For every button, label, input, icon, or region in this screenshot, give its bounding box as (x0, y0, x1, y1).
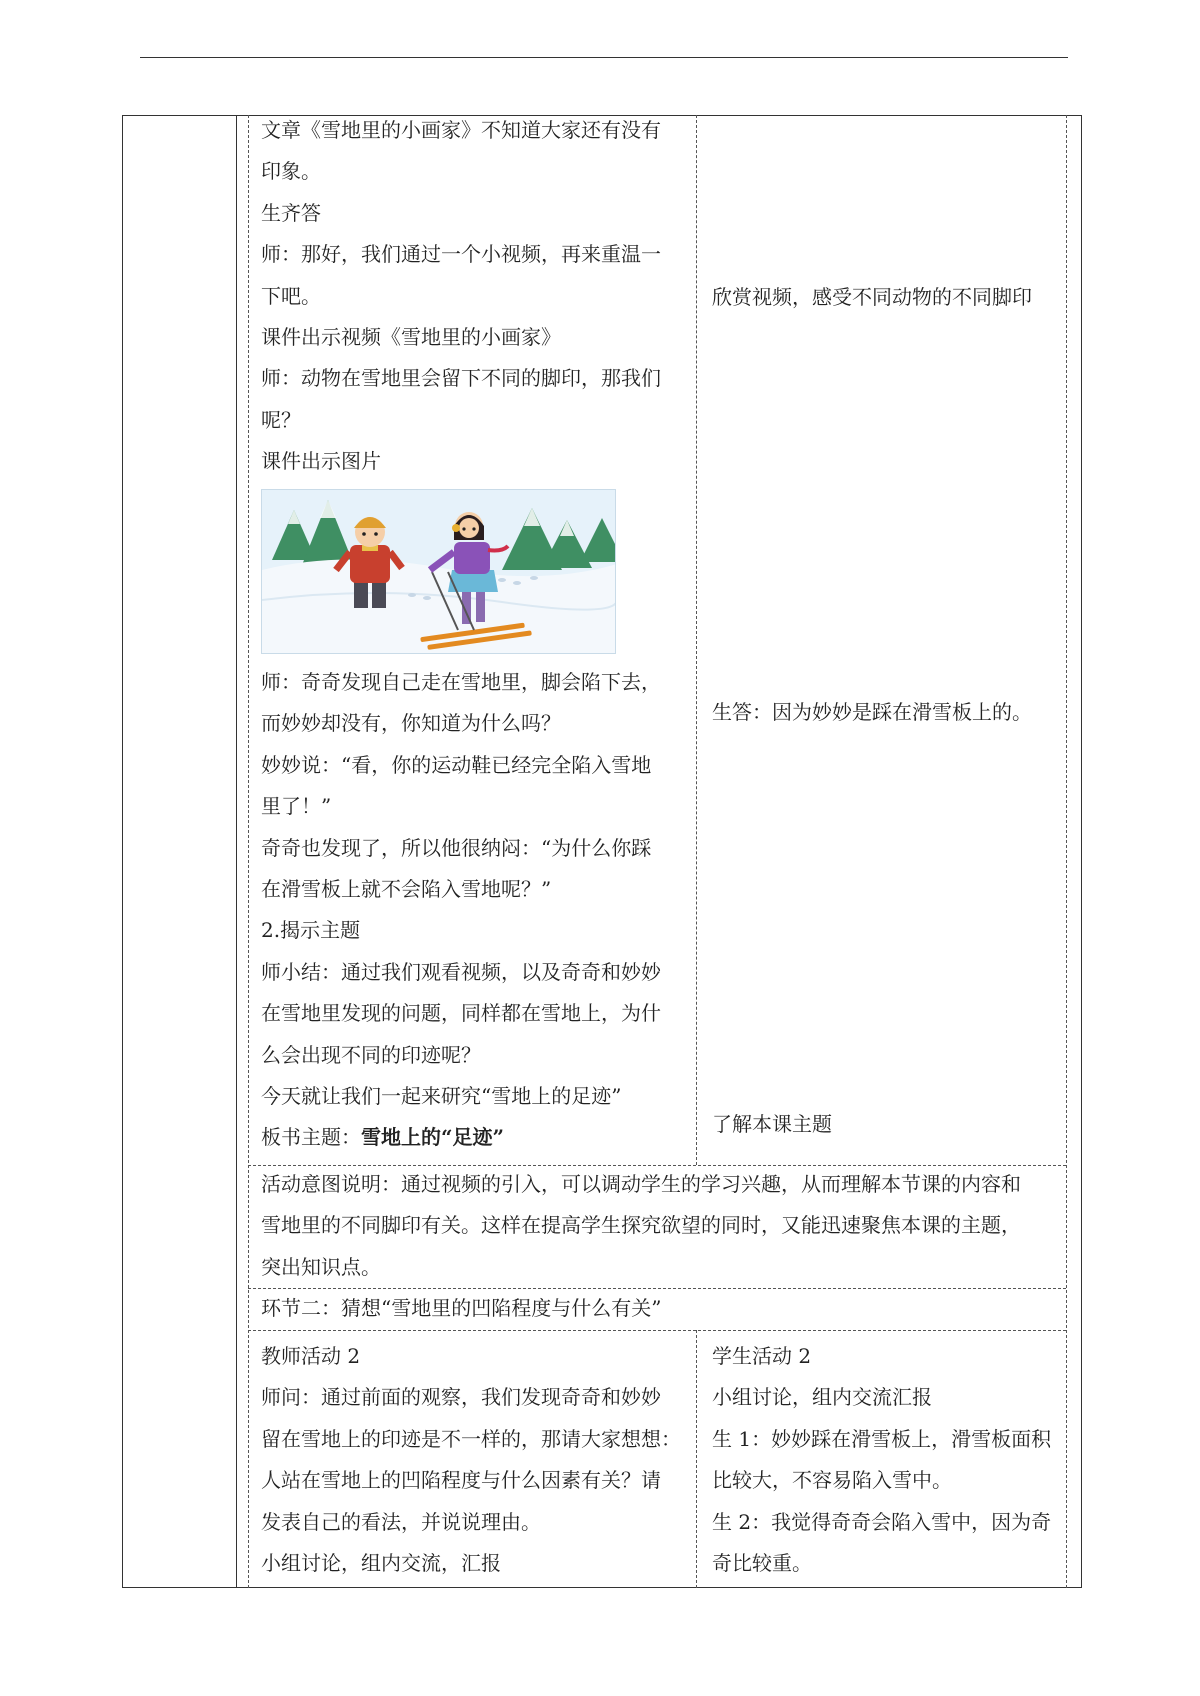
line: 人站在雪地上的凹陷程度与什么因素有关？请 (261, 1468, 661, 1493)
mid-dashed-bottom (696, 1330, 697, 1588)
line: 发表自己的看法，并说说理由。 (261, 1509, 541, 1534)
line: 在滑雪板上就不会陷入雪地呢？” (261, 877, 552, 902)
line: 下吧。 (261, 283, 321, 308)
line: 印象。 (261, 159, 321, 184)
student-understand-topic: 了解本课主题 (712, 1112, 832, 1136)
line: 奇比较重。 (712, 1551, 812, 1576)
line: 师：动物在雪地里会留下不同的脚印，那我们 (261, 366, 661, 391)
board-prefix: 板书主题： (261, 1125, 361, 1150)
line: 比较大，不容易陷入雪中。 (712, 1468, 952, 1493)
line: 教师活动 2 (261, 1344, 361, 1368)
student-watch-video: 欣赏视频，感受不同动物的不同脚印 (712, 285, 1032, 309)
line: 师：那好，我们通过一个小视频，再来重温一 (261, 242, 661, 267)
activity-intent (261, 1164, 1021, 1288)
line: 今天就让我们一起来研究“雪地上的足迹” (261, 1084, 622, 1109)
teacher-activity-text-bottom (261, 662, 661, 1159)
snow-scene-illustration (261, 489, 616, 654)
line: 里了！” (261, 794, 332, 819)
student-activity-2 (712, 1336, 1051, 1584)
mid-dashed-top (696, 115, 697, 1165)
line: 师：奇奇发现自己走在雪地里，脚会陷下去， (261, 670, 661, 694)
line: 呢？ (261, 407, 301, 432)
board-topic: 雪地上的“足迹” (361, 1125, 505, 1150)
board-topic-line (261, 1117, 661, 1158)
line: 小组讨论，组内交流，汇报 (261, 1551, 501, 1576)
teacher-activity-text-top (261, 110, 661, 483)
inner-dashed-right (1066, 115, 1067, 1588)
line: 奇奇也发现了，所以他很纳闷：“为什么你踩 (261, 835, 652, 860)
line: 生 2：我觉得奇奇会陷入雪中，因为奇 (712, 1509, 1052, 1534)
line: 么会出现不同的印迹呢？ (261, 1042, 481, 1067)
student-answer: 生答：因为妙妙是踩在滑雪板上的。 (712, 700, 1032, 724)
line: 师小结：通过我们观看视频，以及奇奇和妙妙 (261, 959, 661, 984)
line: 小组讨论，组内交流汇报 (712, 1385, 932, 1410)
row-divider-3 (248, 1330, 1066, 1331)
line: 妙妙说：“看，你的运动鞋已经完全陷入雪地 (261, 752, 652, 777)
inner-dashed-left (248, 115, 249, 1588)
line: 雪地里的不同脚印有关。这样在提高学生探究欲望的同时，又能迅速聚焦本课的主题， (261, 1213, 1021, 1238)
section2-title: 环节二：猜想“雪地里的凹陷程度与什么有关” (261, 1296, 662, 1320)
line: 在雪地里发现的问题，同样都在雪地上，为什 (261, 1001, 661, 1026)
line: 活动意图说明：通过视频的引入，可以调动学生的学习兴趣，从而理解本节课的内容和 (261, 1172, 1021, 1196)
line: 学生活动 2 (712, 1344, 812, 1368)
line: 课件出示视频《雪地里的小画家》 (261, 325, 561, 350)
header-rule (140, 57, 1068, 58)
line: 生 1：妙妙踩在滑雪板上，滑雪板面积 (712, 1426, 1052, 1451)
line: 课件出示图片 (261, 449, 381, 474)
snow-scene-svg (262, 490, 616, 654)
line: 文章《雪地里的小画家》不知道大家还有没有 (261, 118, 661, 142)
column-divider-left (236, 115, 237, 1588)
line: 而妙妙却没有，你知道为什么吗？ (261, 711, 561, 736)
line: 生齐答 (261, 200, 321, 225)
line: 师问：通过前面的观察，我们发现奇奇和妙妙 (261, 1385, 661, 1410)
line: 留在雪地上的印迹是不一样的，那请大家想想： (261, 1426, 681, 1451)
line: 突出知识点。 (261, 1254, 381, 1279)
line: 2.揭示主题 (261, 918, 361, 943)
teacher-activity-2 (261, 1336, 681, 1584)
